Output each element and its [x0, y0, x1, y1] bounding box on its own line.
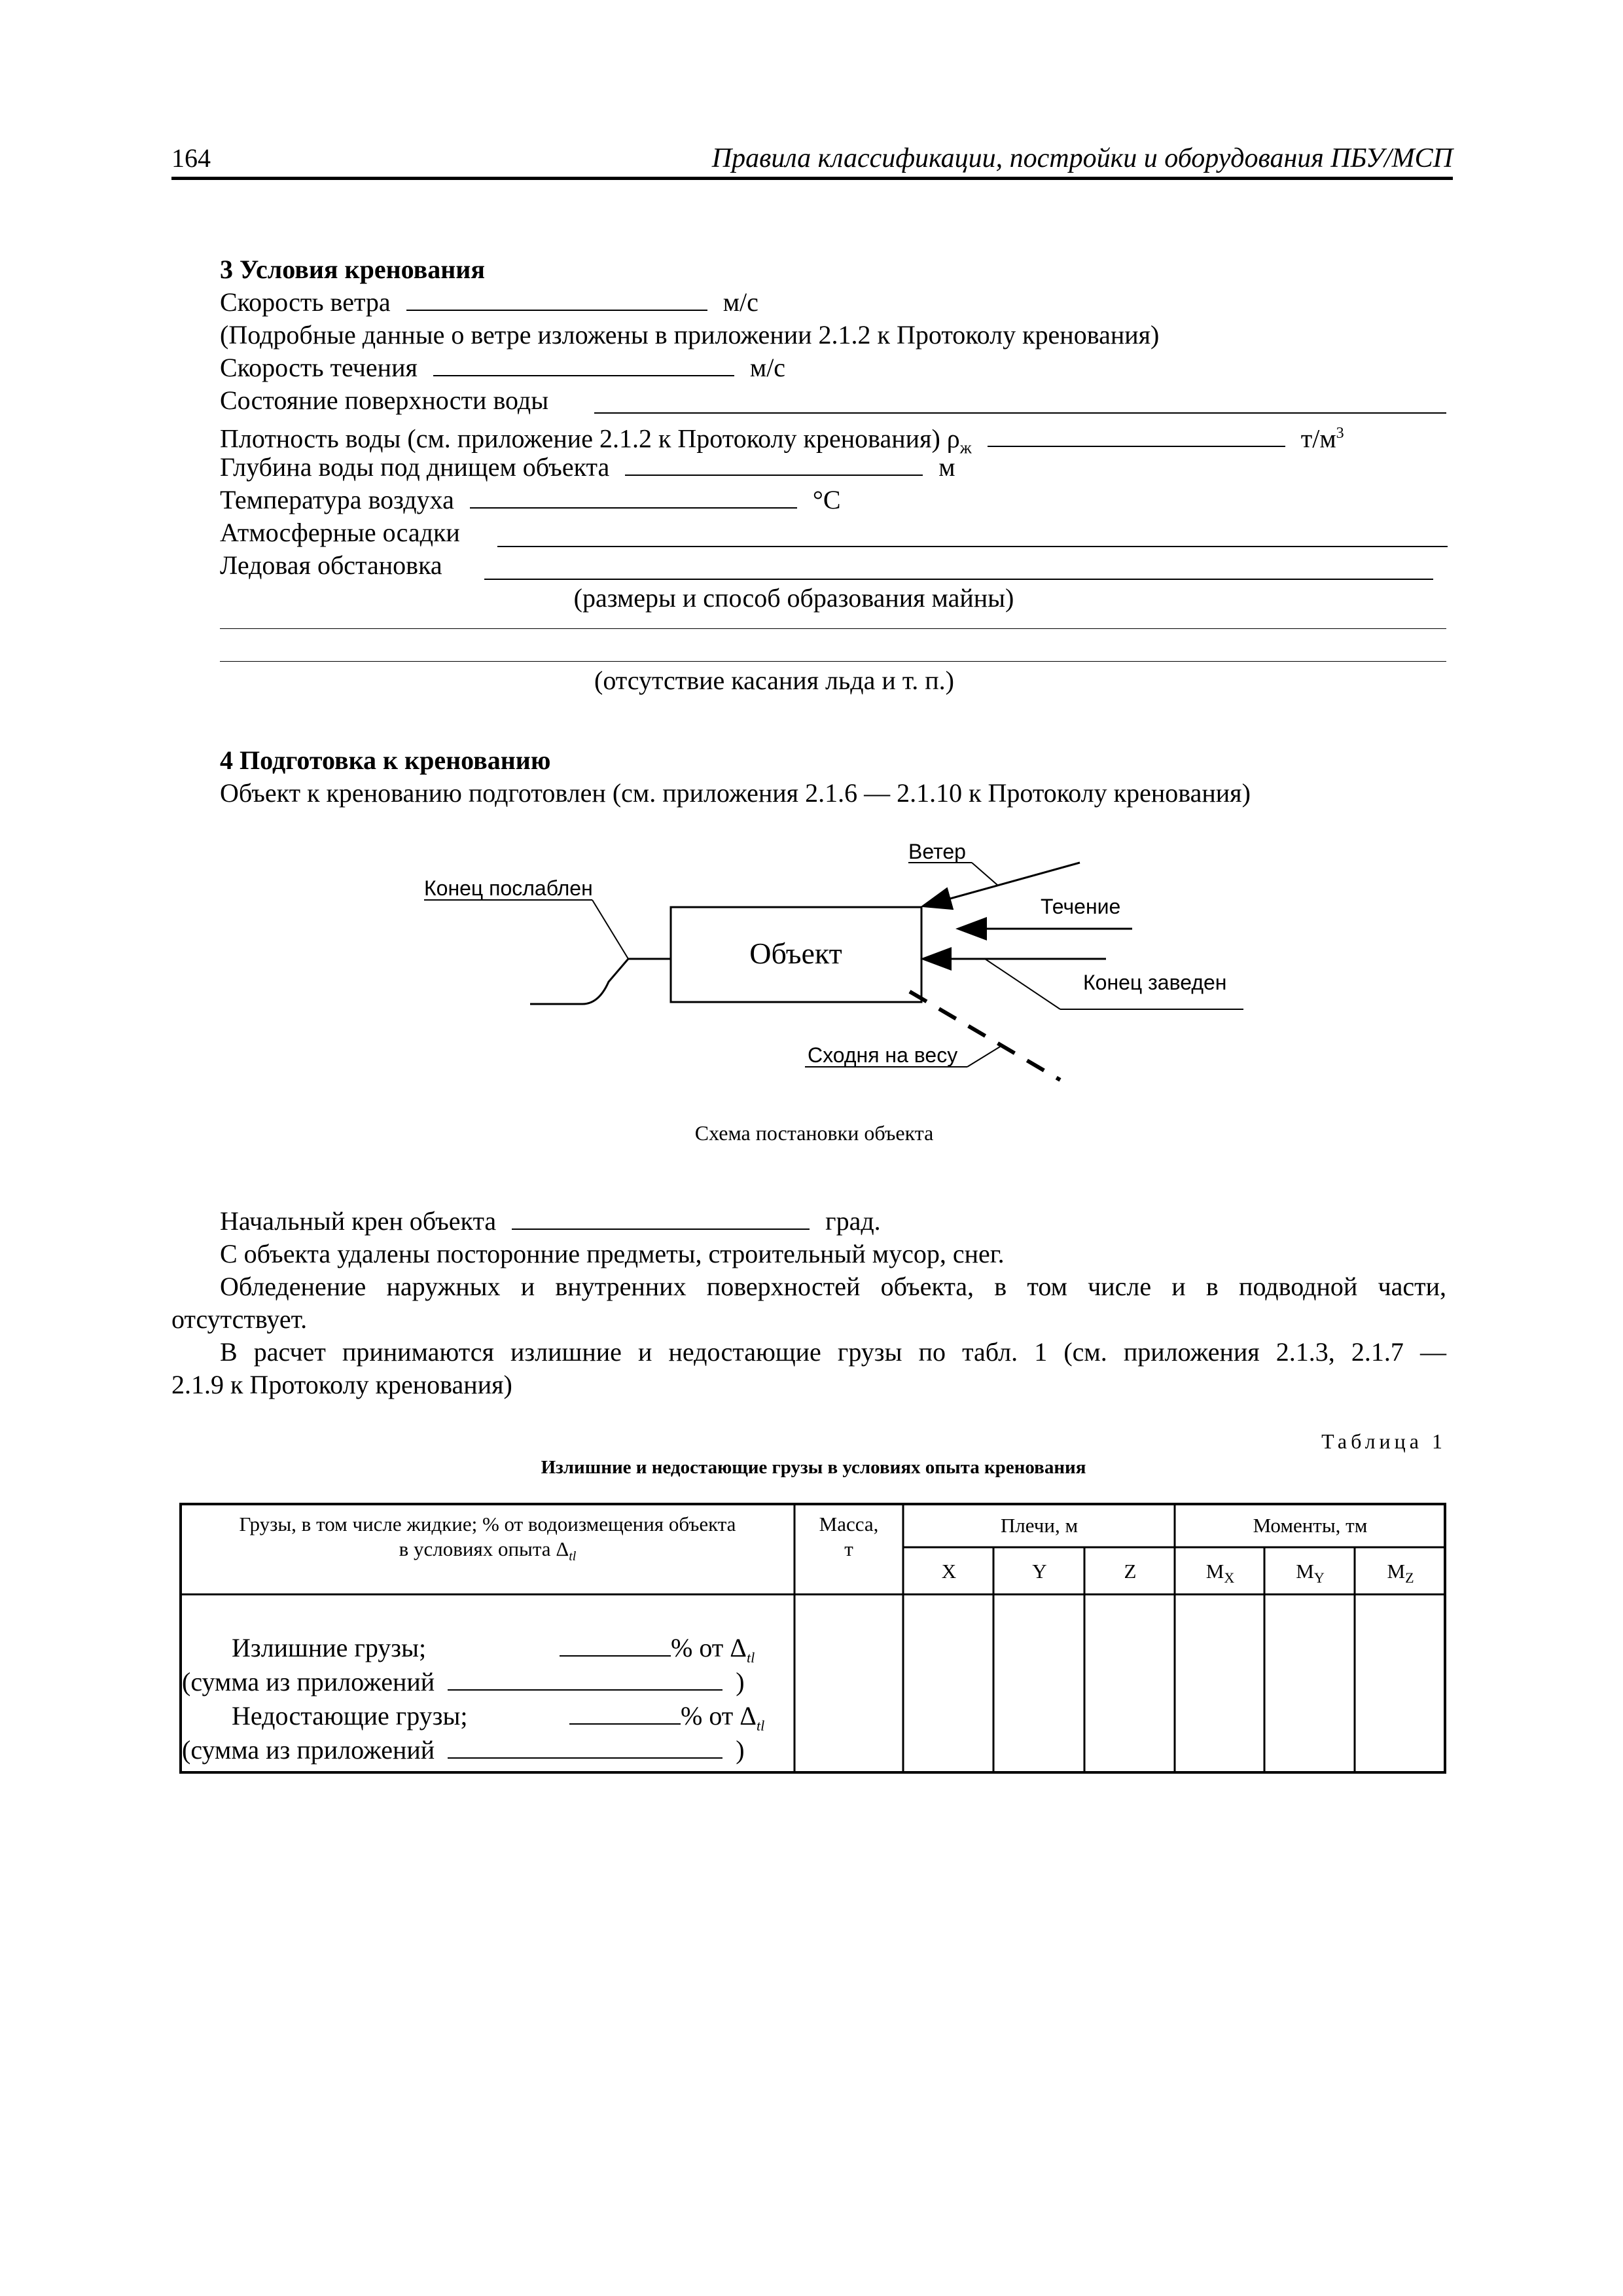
set-label: Конец заведен	[1083, 971, 1227, 994]
excess-pct: % от Δ	[671, 1633, 747, 1662]
col-arms-header: Плечи, м	[1000, 1514, 1079, 1537]
table-label: Таблица 1	[1321, 1429, 1446, 1453]
col-moments-header: Моменты, тм	[1253, 1514, 1368, 1537]
sub-mz: $M_Z$	[1387, 1560, 1414, 1587]
depth-label: Глубина воды под днищем объекта	[220, 452, 610, 482]
sub-mx: $M_X$	[1205, 1560, 1235, 1587]
icing-text-1: Обледенение наружных и внутренних поверхностей объекта, в том числе и в подводной части,	[220, 1272, 1446, 1301]
col-loads-line1: Грузы, в том числе жидкие; % от водоизмещения объекта	[239, 1513, 736, 1535]
missing-sum-label: (сумма из приложений	[182, 1735, 435, 1765]
sub-my: $M_Y$	[1296, 1560, 1325, 1587]
diagram-caption: Схема постановки объекта	[694, 1121, 934, 1145]
current-label: Течение	[1041, 895, 1121, 918]
excess-sum-label: (сумма из приложений	[182, 1667, 435, 1696]
icing-text-2: отсутствует.	[171, 1304, 308, 1334]
wind-label: Скорость ветра	[220, 287, 391, 317]
density-sub: ж	[959, 438, 972, 457]
calc-text-2: 2.1.9 к Протоколу кренования)	[171, 1370, 512, 1399]
current-label: Скорость течения	[220, 353, 418, 382]
sub-y: Y	[1032, 1560, 1047, 1583]
temp-unit: °С	[812, 485, 841, 514]
missing-close: )	[736, 1735, 745, 1765]
col-loads-line2: в условиях опыта $\Delta_{tl}$	[399, 1537, 577, 1564]
excess-sub: tl	[747, 1649, 755, 1666]
excess-label: Излишние грузы;	[232, 1633, 427, 1662]
excess-sum-row	[182, 1666, 745, 1698]
prepared-text: Объект к кренованию подготовлен (см. приложения 2.1.6 — 2.1.10 к Протоколу кренования)	[220, 778, 1251, 808]
missing-sum-input[interactable]	[448, 1735, 722, 1759]
removed-text: С объекта удалены посторонние предметы, строительный мусор, снег.	[220, 1239, 1005, 1268]
excess-row	[232, 1632, 426, 1664]
contact-caption: (отсутствие касания льда и т. п.)	[594, 666, 954, 695]
sub-z: Z	[1124, 1560, 1137, 1583]
col-mass-label: Масса,	[819, 1513, 879, 1535]
running-title: Правила классификации, постройки и оборудования ПБУ/МСП	[711, 143, 1453, 173]
missing-sub: tl	[757, 1717, 765, 1734]
initial-heel-label: Начальный крен объекта	[220, 1206, 497, 1236]
missing-sum-row	[182, 1734, 745, 1766]
precip-label: Атмосферные осадки	[220, 518, 460, 547]
depth-unit: м	[938, 452, 955, 482]
table-title: Излишние и недостающие грузы в условиях опыта кренования	[541, 1457, 1086, 1478]
current-unit: м/с	[749, 353, 786, 382]
missing-row	[232, 1700, 467, 1732]
density-unit-sup: 3	[1336, 425, 1344, 442]
missing-pct: % от Δ	[681, 1701, 757, 1731]
excess-sum-input[interactable]	[448, 1667, 722, 1691]
section3-heading: 3 Условия кренования	[220, 255, 485, 284]
col-mass-unit: т	[844, 1537, 853, 1560]
density-unit: т/м	[1300, 423, 1336, 454]
page-number: 164	[171, 143, 211, 173]
temp-label: Температура воздуха	[220, 485, 454, 514]
surface-label: Состояние поверхности воды	[220, 386, 549, 415]
missing-pct-input[interactable]	[569, 1701, 681, 1725]
ice-caption: (размеры и способ образования майны)	[573, 583, 1014, 613]
col-mass-header	[796, 1512, 902, 1562]
density-label: Плотность воды (см. приложение 2.1.2 к Протоколу кренования) ρ	[220, 423, 960, 454]
excess-close: )	[736, 1667, 745, 1696]
slack-label: Конец послаблен	[424, 876, 593, 900]
section4-heading: 4 Подготовка к кренованию	[220, 745, 551, 775]
wind-label: Ветер	[908, 840, 966, 863]
missing-label: Недостающие грузы;	[232, 1701, 468, 1731]
ice-label: Ледовая обстановка	[220, 550, 442, 580]
object-label: Объект	[749, 937, 842, 970]
excess-pct-input[interactable]	[560, 1633, 671, 1657]
wind-unit: м/с	[722, 287, 758, 317]
initial-heel-unit: град.	[825, 1206, 881, 1236]
calc-text-1: В расчет принимаются излишние и недостающие грузы по табл. 1 (см. приложения 2.1.3, 2.1.7 —	[220, 1337, 1446, 1367]
wind-note: (Подробные данные о ветре изложены в приложении 2.1.2 к Протоколу кренования)	[220, 320, 1160, 350]
col-loads-header	[183, 1512, 792, 1569]
gangway-label: Сходня на весу	[808, 1043, 958, 1067]
sub-x: X	[941, 1560, 957, 1583]
